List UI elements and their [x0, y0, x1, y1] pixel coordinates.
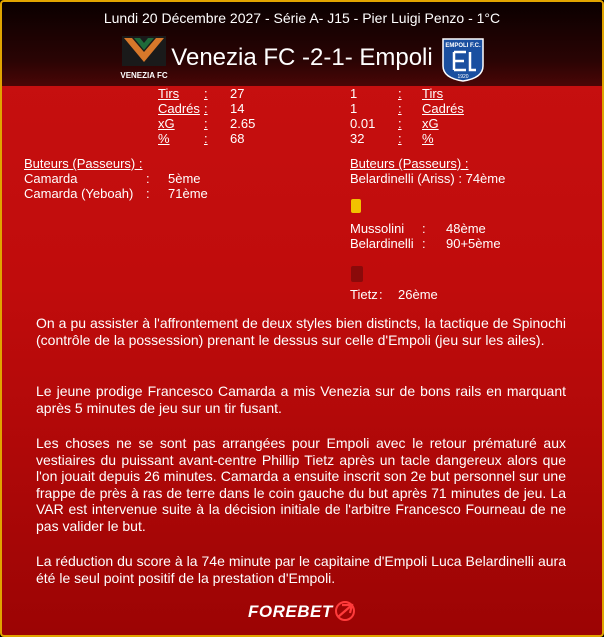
red-card-icon — [351, 266, 363, 282]
home-stat-value: 27 — [230, 86, 245, 101]
away-stat-label: % — [422, 131, 434, 146]
away-stat-value: 1 — [350, 101, 358, 116]
away-stat-value: 0.01 — [350, 116, 376, 131]
home-stat-sep: : — [204, 131, 208, 146]
home-stat-value: 2.65 — [230, 116, 256, 131]
red-card-sep: : — [379, 287, 383, 302]
away-stat-sep: : — [398, 116, 402, 131]
red-card-minute: 26ème — [398, 287, 438, 302]
home-scorer-name: Camarda — [24, 171, 78, 186]
article-paragraph: Le jeune prodige Francesco Camarda a mis Venezia sur de bons rails en marquant après 5 minutes de jeu sur un tir fusant. — [36, 383, 566, 416]
header-bar — [2, 2, 602, 86]
away-stat-label: Cadrés — [422, 101, 464, 116]
forebet-logo-text: FOREBET — [248, 602, 333, 621]
empoli-logo-icon — [440, 36, 486, 82]
forebet-logo-icon — [332, 599, 358, 623]
yellow-card-player: Mussolini — [350, 221, 405, 236]
yellow-card-minute: 48ème — [446, 221, 486, 236]
away-stat-sep: : — [398, 101, 402, 116]
yellow-card-sep: : — [422, 221, 426, 236]
home-stat-label: % — [158, 131, 170, 146]
empoli-logo-year: 1920 — [457, 74, 469, 80]
away-stat-value: 32 — [350, 131, 365, 146]
article-paragraph: On a pu assister à l'affrontement de deux styles bien distincts, la tactique de Spinochi (contrôle de la possession) prenant le dessus sur celle d'Empoli (jeu sur les ailes). — [36, 315, 566, 348]
article-paragraph: La réduction du score à la 74e minute par le capitaine d'Empoli Luca Belardinelli aura été le seul point positif de la prestation d'Empoli. — [36, 553, 566, 586]
away-scorer-entry: Belardinelli (Ariss) : 74ème — [350, 171, 506, 186]
home-stat-label: Cadrés — [158, 101, 200, 116]
home-scorer-sep: : — [146, 186, 150, 201]
empoli-logo-text: EMPOLI F.C. — [445, 43, 481, 49]
away-stat-label: Tirs — [422, 86, 444, 101]
match-title: Venezia FC -2-1- Empoli — [171, 44, 433, 71]
home-stat-sep: : — [204, 86, 208, 101]
home-stat-value: 68 — [230, 131, 245, 146]
yellow-card-player: Belardinelli — [350, 236, 414, 251]
home-scorer-minute: 5ème — [168, 171, 201, 186]
away-scorers-title: Buteurs (Passeurs) : — [350, 156, 469, 171]
home-scorer-name: Camarda (Yeboah) — [24, 186, 134, 201]
yellow-card-icon — [351, 199, 361, 213]
home-scorers-title: Buteurs (Passeurs) : — [24, 156, 143, 171]
home-stat-sep: : — [204, 116, 208, 131]
away-stat-value: 1 — [350, 86, 358, 101]
yellow-card-sep: : — [422, 236, 426, 251]
match-meta: Lundi 20 Décembre 2027 - Série A- J15 - Pier Luigi Penzo - 1°C — [103, 10, 501, 26]
article-paragraph: Les choses ne se sont pas arrangées pour Empoli avec le retour prématuré aux vestiaires du puissant avant-centre Phillip Tietz après un tacle dangereux alors que l'on jouait depuis 26 minutes. Camarda a ensuite inscrit son 2e but personnel sur une frappe de près à ras de terre dans le coin gauche du but après 71 minutes de jeu. La VAR est intervenue suite à la décision initiale de l'arbitre Francesco Fourneau de ne pas valider le but. — [36, 435, 566, 534]
home-stat-sep: : — [204, 101, 208, 116]
home-scorer-minute: 71ème — [168, 186, 208, 201]
yellow-card-minute: 90+5ème — [446, 236, 501, 251]
home-stat-value: 14 — [230, 101, 245, 116]
home-stat-label: xG — [158, 116, 175, 131]
away-stat-sep: : — [398, 86, 402, 101]
away-stat-sep: : — [398, 131, 402, 146]
red-card-player: Tietz — [350, 287, 378, 302]
home-scorer-sep: : — [146, 171, 150, 186]
away-stat-label: xG — [422, 116, 439, 131]
home-stat-label: Tirs — [158, 86, 180, 101]
venezia-logo-text: VENEZIA FC — [120, 71, 168, 80]
